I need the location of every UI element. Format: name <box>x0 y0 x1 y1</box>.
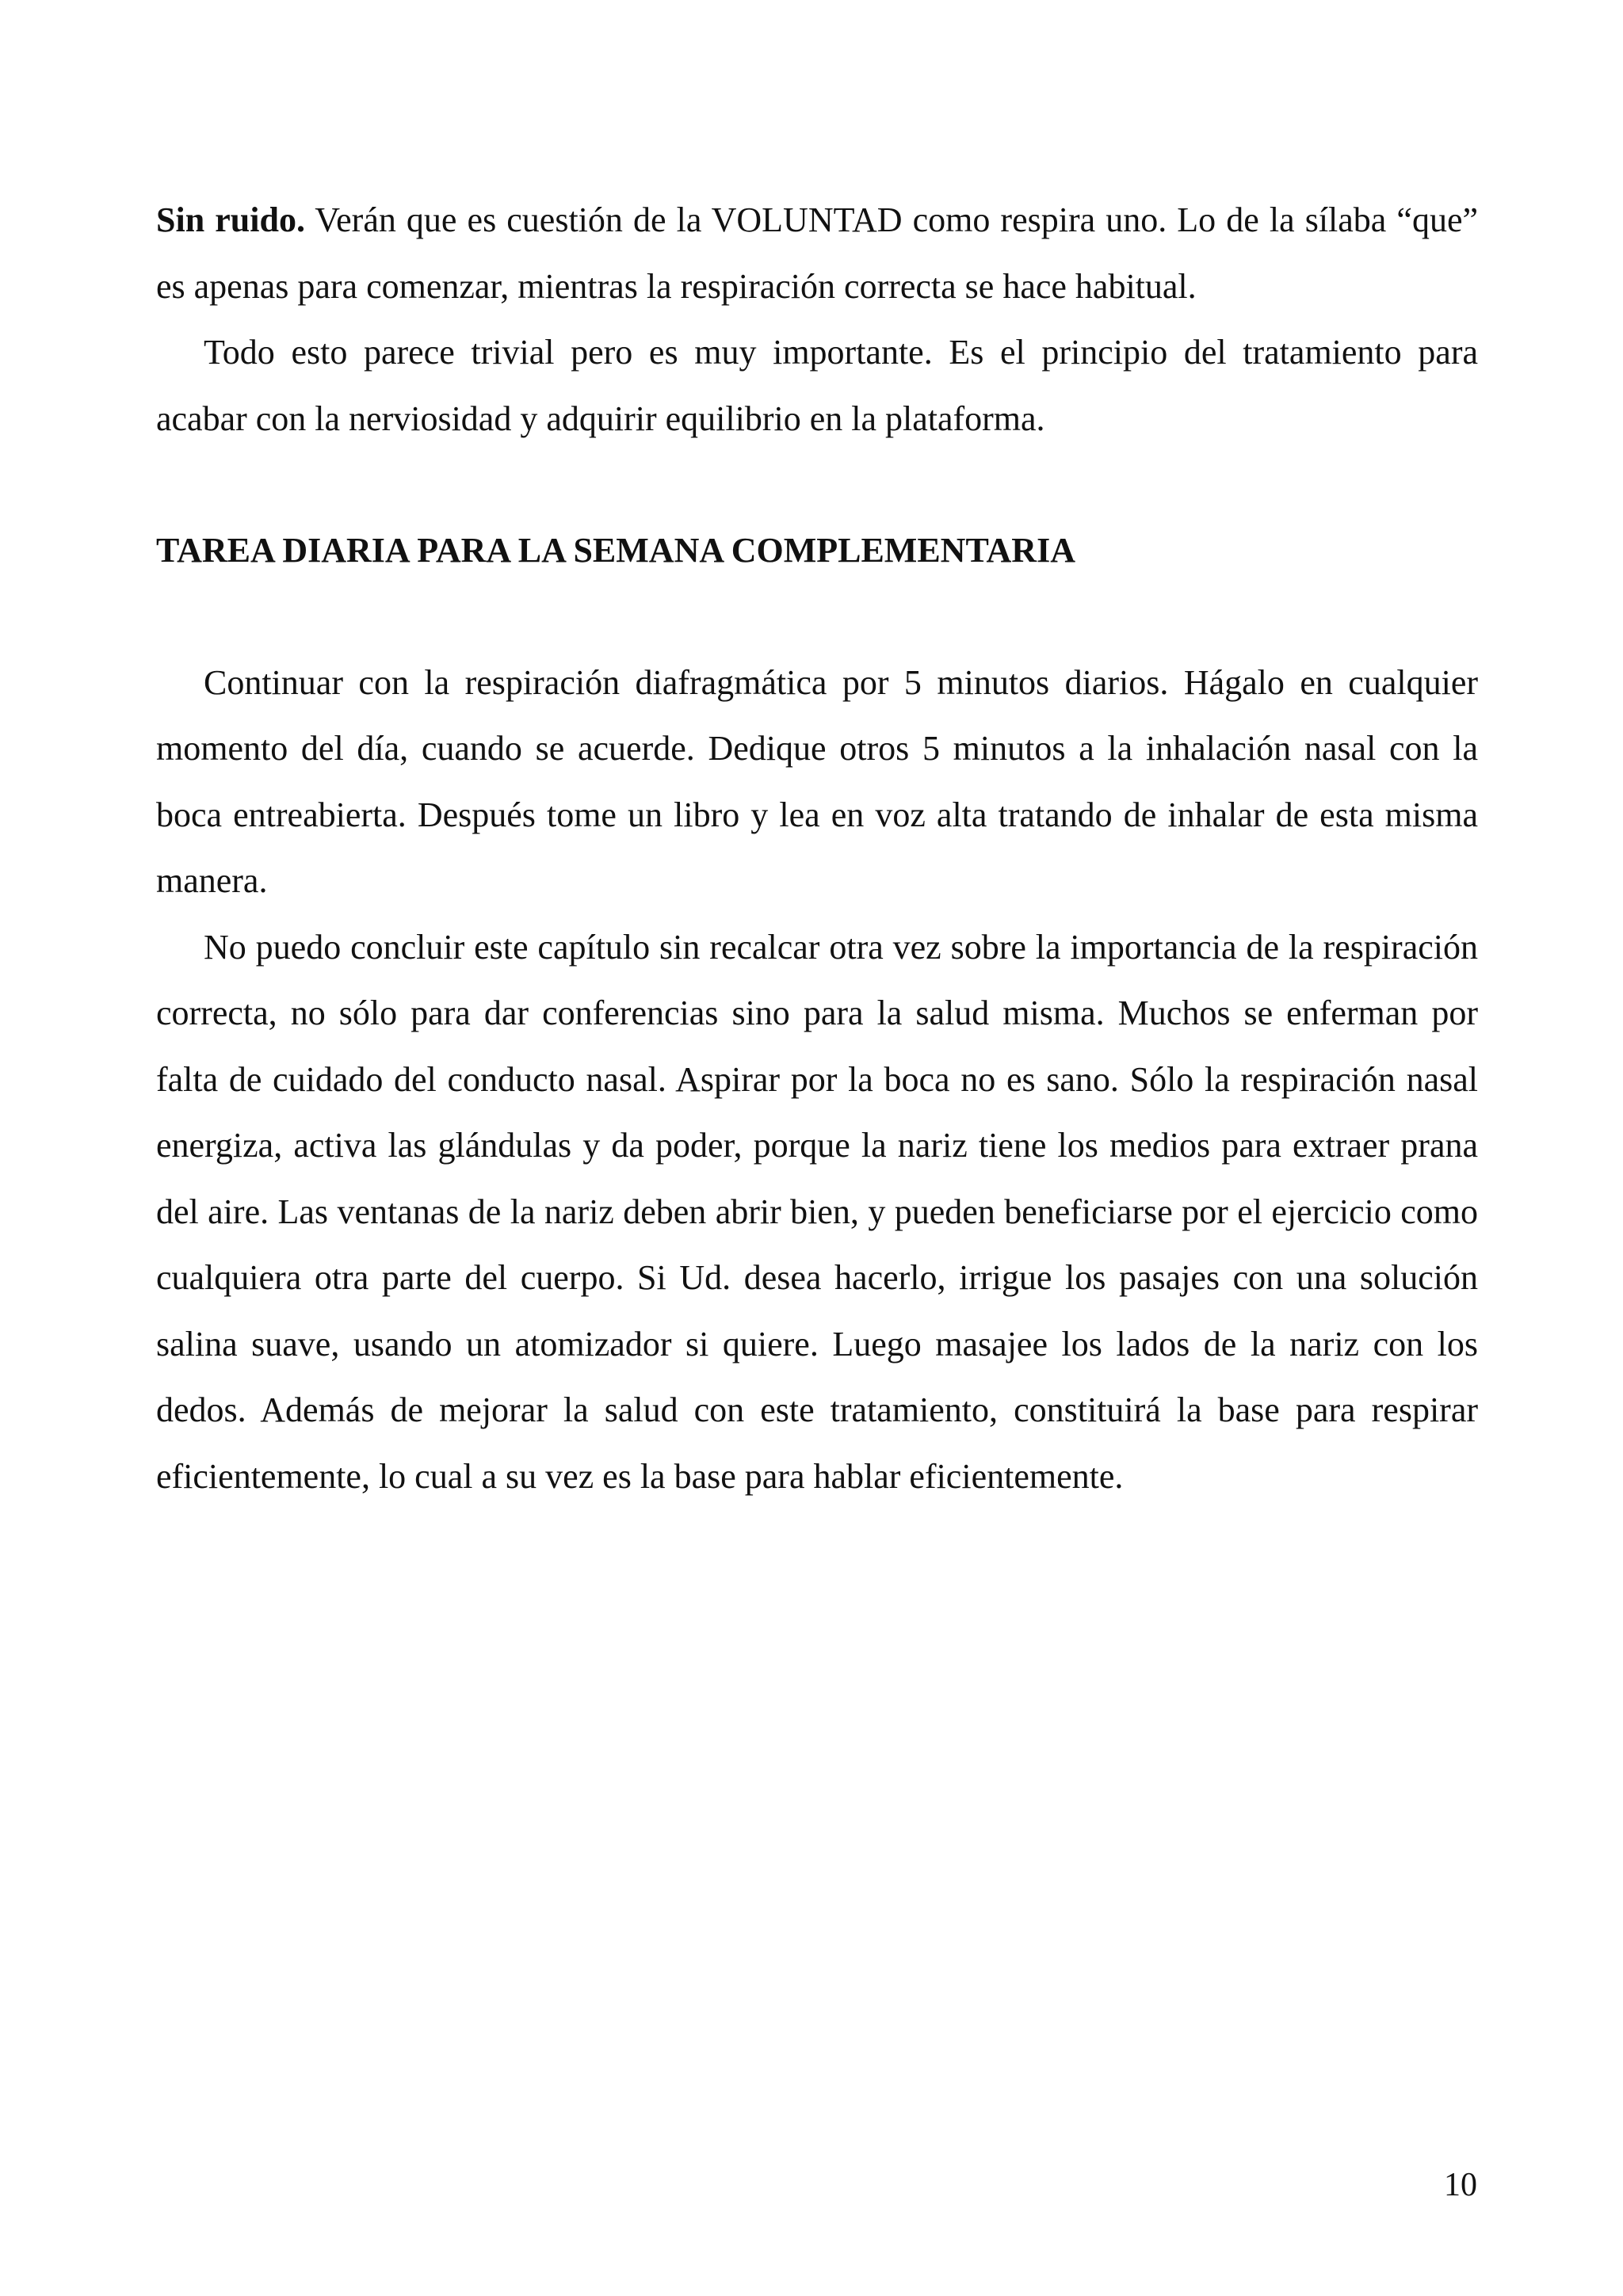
paragraph-continuar: Continuar con la respiración diafragmática por 5 minutos diarios. Hágalo en cualquier momento del día, cuando se acuerde. Dedique otros 5 minutos a la inhalación nasal con la boca entreabierta. Después tome un libro y lea en voz alta tratando de inhalar de esta misma manera. <box>156 662 1478 900</box>
paragraph-todo-esto: Todo esto parece trivial pero es muy importante. Es el principio del tratamiento para acabar con la nerviosidad y adquirir equilibrio en la plataforma. <box>156 333 1478 438</box>
paragraph-text: Verán que es cuestión de la VOLUNTAD como respira uno. Lo de la sílaba “que” es apenas para comenzar, mientras la respiración correcta se hace habitual. <box>156 200 1478 306</box>
paragraph-lead-bold: Sin ruido. <box>156 200 305 239</box>
section-heading: TAREA DIARIA PARA LA SEMANA COMPLEMENTARIA <box>156 531 1075 570</box>
paragraph-no-puedo-concluir: No puedo concluir este capítulo sin recalcar otra vez sobre la importancia de la respiración correcta, no sólo para dar conferencias sino para la salud misma. Muchos se enferman por falta de cuidado del conducto nasal. Aspirar por la boca no es sano. Sólo la respiración nasal energiza, activa las glándulas y da poder, porque la nariz tiene los medios para extraer prana del aire. Las ventanas de la nariz deben abrir bien, y pueden beneficiarse por el ejercicio como cualquiera otra parte del cuerpo. Si Ud. desea hacerlo, irrigue los pasajes con una solución salina suave, usando un atomizador si quiere. Luego masajee los lados de la nariz con los dedos. Además de mejorar la salud con este tratamiento, constituirá la base para respirar eficientemente, lo cual a su vez es la base para hablar eficientemente. <box>156 927 1478 1496</box>
page-number: 10 <box>1444 2167 1477 2203</box>
paragraph-sin-ruido <box>156 187 1478 319</box>
document-page <box>156 187 1478 1509</box>
